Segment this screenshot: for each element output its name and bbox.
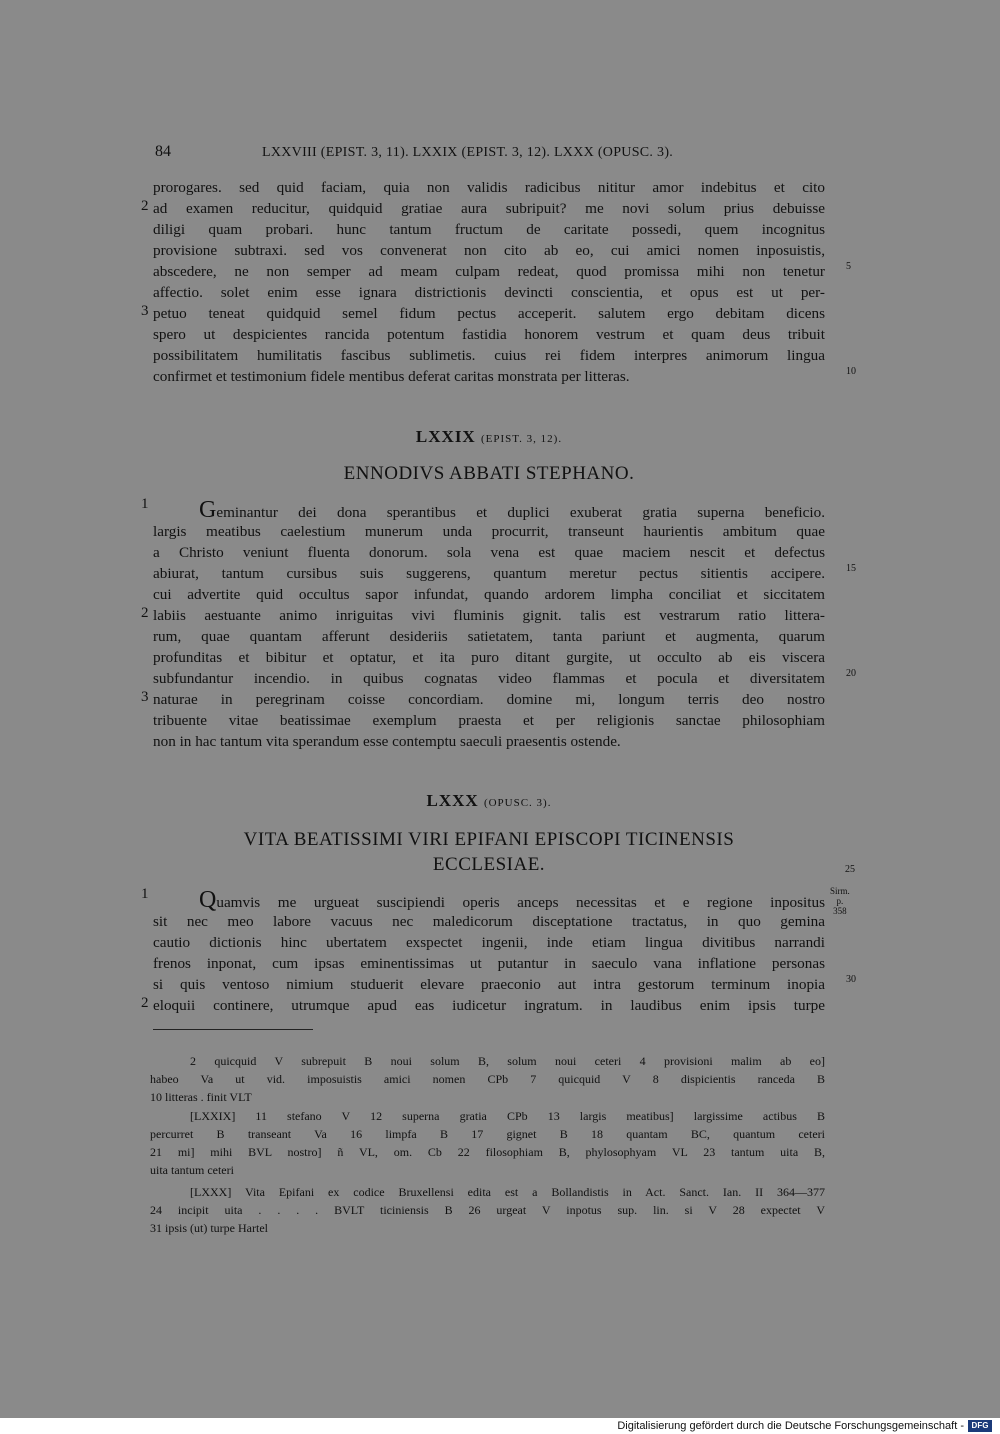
- line-text: largis meatibus caelestium munerum unda procurrit, transeunt haurientis ambitum quae: [153, 523, 825, 540]
- footnote-rule: [153, 1029, 313, 1030]
- page-number: 84: [155, 143, 171, 160]
- footnotes-block-2: [150, 1107, 825, 1179]
- footnote-line: [LXXX] Vita Epifani ex codice Bruxellensi edita est a Bollandistis in Act. Sanct. Ian. II 364—377: [190, 1185, 825, 1199]
- dfg-logo: DFG: [968, 1420, 992, 1432]
- text-line: [153, 177, 825, 198]
- line-text: diligi quam probari. hunc tantum fructum de caritate possedi, quem incognitus: [153, 221, 825, 238]
- text-line: [153, 626, 825, 647]
- text-line: [141, 605, 825, 626]
- line-text: Quamvis me urgueat suscipiendi operis anceps necessitas et e regione inpositus: [199, 887, 825, 913]
- line-text: subfundantur incendio. in quibus cognatas video flammas et pocula et diversitatem: [153, 670, 825, 687]
- section-2-number: LXXIX: [415, 427, 476, 446]
- text-line: [153, 219, 825, 240]
- section-3-title-line-1: VITA BEATISSIMI VIRI EPIFANI EPISCOPI TICINENSIS: [243, 829, 735, 850]
- section-2-heading: [153, 427, 825, 447]
- line-text: possibilitatem humilitatis fascibus sublimetis. cuius rei fidem interpres animorum lingua: [153, 347, 825, 364]
- text-line: [153, 521, 825, 542]
- sirmond-reference: Sirm. p. 358: [830, 886, 850, 916]
- footnote-line: [LXXIX] 11 stefano V 12 superna gratia CPb 13 largis meatibus] largissime actibus B: [190, 1109, 825, 1123]
- text-line: [153, 953, 825, 974]
- margin-number-left: 1: [141, 886, 149, 902]
- line-text: cui advertite quid occultus sapor infundat, quando ardorem limpha conciliat et siccitatem: [153, 586, 825, 603]
- section-2-text: [141, 496, 856, 752]
- margin-number-right: 20: [846, 668, 856, 679]
- initial-letter: Q: [199, 887, 217, 913]
- initial-letter: G: [199, 497, 217, 523]
- text-line: [153, 366, 856, 387]
- line-text: a Christo veniunt fluenta donorum. sola vena est quae maciem nescit et defectus: [153, 544, 825, 561]
- text-line: [141, 886, 850, 916]
- footnote-line: 24 incipit uita . . . . BVLT ticiniensis B 26 urgeat V inpotus sup. lin. si V 28 expectet V: [150, 1203, 825, 1217]
- footnote-line: uita tantum ceteri: [150, 1163, 234, 1177]
- margin-number-right: 5: [846, 261, 851, 272]
- footer-bar: [0, 1418, 1000, 1434]
- text-line: [153, 731, 825, 752]
- text-line: [153, 240, 825, 261]
- section-2-ref: (EPIST. 3, 12).: [480, 433, 563, 445]
- line-text: si quis ventoso nimium studuerit elevare praeconio aut intra gestorum terminum inopia: [153, 976, 825, 993]
- text-line: [141, 995, 825, 1016]
- footnote-line: 21 mi] mihi BVL nostro] ñ VL, om. Cb 22 filosophiam B, phylosophyam VL 23 tantum uita B,: [150, 1145, 825, 1159]
- line-text: profunditas et bibitur et optatur, et ita puro ditant gurgite, ut occulto ab eis viscera: [153, 649, 825, 666]
- margin-number-right: 15: [846, 563, 856, 574]
- footnotes-block-1: [150, 1052, 825, 1106]
- line-text: Geminantur dei dona sperantibus et duplici exuberat gratia superna beneficio.: [199, 497, 825, 523]
- text-line: [153, 345, 825, 366]
- line-text: sit nec meo labore vacuus nec maledicorum disceptatione tractatus, in quo gemina: [153, 913, 825, 930]
- section-2-title: ENNODIVS ABBATI STEPHANO.: [343, 463, 635, 484]
- line-text: petuo teneat quidquid semel fidum pectus acceperit. salutem ergo debitam dicens: [153, 305, 825, 322]
- text-line: [153, 282, 825, 303]
- section-3-title-line-2: ECCLESIAE.: [432, 854, 546, 875]
- text-line: [153, 974, 856, 995]
- text-line: [153, 563, 856, 584]
- text-line: [153, 647, 825, 668]
- section-3-text: [141, 886, 856, 1016]
- line-text: affectio. solet enim esse ignara districtionis devincti conscientia, et opus est ut per-: [153, 284, 825, 301]
- margin-number-right: 30: [846, 974, 856, 985]
- text-line: [153, 932, 825, 953]
- footnote-line: percurret B transeant Va 16 limpfa B 17 gignet B 18 quantam BC, quantum ceteri: [150, 1127, 825, 1141]
- line-text: naturae in peregrinam coisse concordiam. domine mi, longum terris deo nostro: [153, 691, 825, 708]
- footer-credit: Digitalisierung gefördert durch die Deutsche Forschungsgemeinschaft -: [617, 1420, 964, 1432]
- margin-number-left: 2: [141, 995, 149, 1011]
- line-text: provisione subtraxi. sed vos convenerat non cito ab eo, cui amici nomen inposuistis,: [153, 242, 825, 259]
- footnote-line: 31 ipsis (ut) turpe Hartel: [150, 1221, 268, 1235]
- line-text: frenos inponat, cum ipsas eminentissimas ut putantur in saeculo vana inflatione personas: [153, 955, 825, 972]
- section-3-ref: (OPUSC. 3).: [483, 797, 552, 809]
- text-line: [141, 198, 825, 219]
- footnote-line: 10 litteras . finit VLT: [150, 1090, 252, 1104]
- text-line: [153, 710, 825, 731]
- section-3-heading: [153, 791, 825, 811]
- line-text: eloquii continere, utrumque apud eas iudicetur ingratum. in laudibus enim ipsis turpe: [153, 997, 825, 1014]
- text-line: [153, 668, 856, 689]
- footnotes-block-3: [150, 1183, 825, 1237]
- text-line: [153, 261, 851, 282]
- section-3-number: LXXX: [426, 791, 479, 810]
- margin-number-left: 2: [141, 605, 149, 621]
- section-1-text: [141, 177, 856, 387]
- footnote-line: habeo Va ut vid. imposuistis amici nomen CPb 7 quicquid V 8 dispicientis ranceda B: [150, 1072, 825, 1086]
- line-text: abscedere, ne non semper ad meam culpam redeat, quod promissa mihi non tenetur: [153, 263, 825, 280]
- running-title: LXXVIII (EPIST. 3, 11). LXXIX (EPIST. 3, 12). LXXX (OPUSC. 3).: [262, 145, 674, 160]
- text-line: [141, 496, 825, 523]
- line-text: labiis aestuante animo inriguitas vivi fluminis gignit. talis est vestrarum ratio littera-: [153, 607, 825, 624]
- line-text: non in hac tantum vita sperandum esse contemptu saeculi praesentis ostende.: [153, 733, 621, 750]
- line-text: prorogares. sed quid faciam, quia non validis radicibus nititur amor indebitus et cito: [153, 179, 825, 196]
- margin-number-left: 2: [141, 198, 149, 214]
- text-line: [141, 303, 825, 324]
- text-line: [153, 584, 825, 605]
- margin-number-left: 1: [141, 496, 149, 512]
- line-text: abiurat, tantum cursibus suis suggerens, quantum meretur pectus sitientis accipere.: [153, 565, 825, 582]
- line-text: tribuente vitae beatissimae exemplum praesta et per religionis sanctae philosophiam: [153, 712, 825, 729]
- text-line: [153, 542, 825, 563]
- margin-number-right: 10: [846, 366, 856, 377]
- text-line: [153, 911, 825, 932]
- margin-number-left: 3: [141, 689, 149, 705]
- margin-number-left: 3: [141, 303, 149, 319]
- line-text: rum, quae quantam afferunt desideriis satietatem, tanta pariunt et augmenta, quarum: [153, 628, 825, 645]
- line-text: spero ut despicientes rancida potentum fastidia honorem vestrum et quam deus tribuit: [153, 326, 825, 343]
- text-line: [141, 689, 825, 710]
- text-line: [153, 324, 825, 345]
- line-text: cautio dictionis hinc ubertatem exspectet ingenii, inde etiam lingua divitibus narrandi: [153, 934, 825, 951]
- title-line-number: 25: [845, 864, 855, 875]
- footnote-line: 2 quicquid V subrepuit B noui solum B, solum noui ceteri 4 provisioni malim ab eo]: [190, 1054, 825, 1068]
- line-text: confirmet et testimonium fidele mentibus deferat caritas monstrata per litteras.: [153, 368, 630, 385]
- line-text: ad examen reducitur, quidquid gratiae aura subripuit? me novi solum prius debuisse: [153, 200, 825, 217]
